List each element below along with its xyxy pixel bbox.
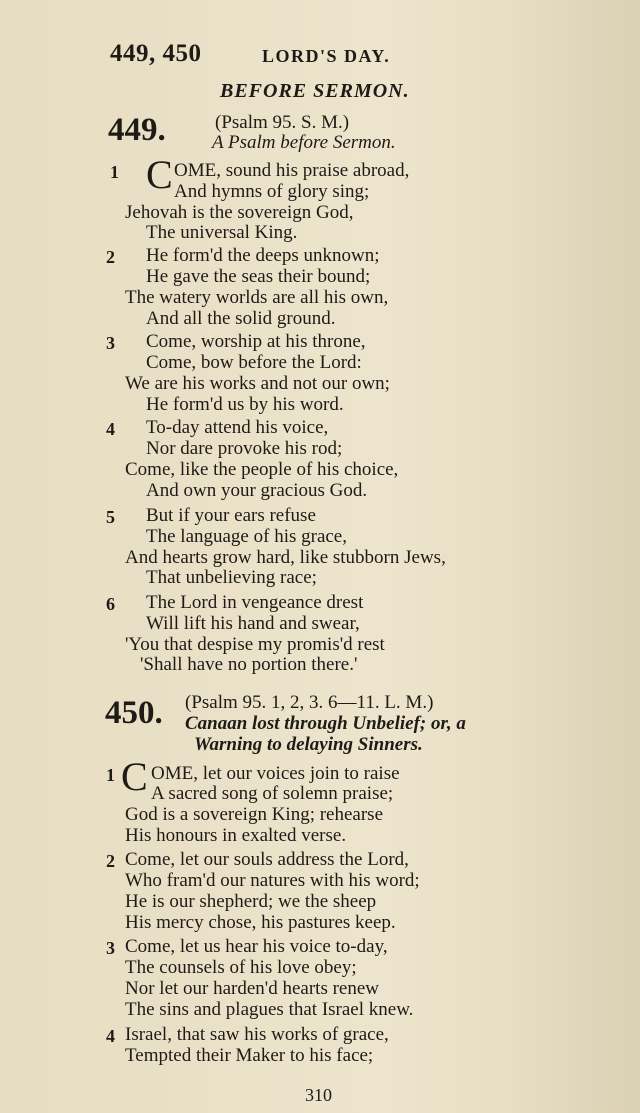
verse-line: But if your ears refuse [146,505,316,526]
stanza-number: 4 [106,1026,115,1046]
hymn-meta: (Psalm 95. 1, 2, 3. 6—11. L. M.) [185,692,434,713]
drop-cap: C [121,754,148,799]
verse-line: His mercy chose, his pastures keep. [125,912,396,933]
verse-line: OME, sound his praise abroad, [174,160,410,181]
verse-line: We are his works and not our own; [125,373,390,394]
stanza-number: 1 [106,765,115,785]
verse-line: Come, let us hear his voice to-day, [125,936,388,957]
verse-line: The Lord in vengeance drest [146,592,364,613]
header-title: LORD'S DAY. [262,46,391,66]
verse-line: Come, let our souls address the Lord, [125,849,409,870]
verse-line: And own your gracious God. [146,480,368,501]
stanza-number: 4 [106,419,115,439]
verse-line: The language of his grace, [146,526,347,547]
verse-line: Come, like the people of his choice, [125,459,399,480]
page-number: 310 [305,1085,332,1105]
header-hymn-numbers: 449, 450 [110,40,202,67]
verse-line: That unbelieving race; [146,567,317,588]
verse-line: Tempted their Maker to his face; [125,1045,374,1066]
verse-line: Nor let our harden'd hearts renew [125,978,380,999]
verse-line: God is a sovereign King; rehearse [125,804,384,825]
verse-line: 'You that despise my promis'd rest [125,634,385,655]
stanza-number: 5 [106,507,115,527]
verse-line: He form'd us by his word. [146,394,344,415]
hymn-meta: (Psalm 95. S. M.) [215,112,350,133]
hymn-subtitle: Warning to delaying Sinners. [194,734,423,755]
stanza-number: 1 [110,162,119,182]
verse-line: Nor dare provoke his rod; [146,438,343,459]
verse-line: The universal King. [146,222,298,243]
verse-line: He is our shepherd; we the sheep [125,891,377,912]
stanza-number: 2 [106,851,115,871]
verse-line: And hearts grow hard, like stubborn Jews, [125,547,446,568]
verse-line: Come, worship at his throne, [146,331,366,352]
stanza-number: 3 [106,333,115,353]
page-edge-shade [500,0,640,1113]
verse-line: He gave the seas their bound; [146,266,371,287]
stanza-number: 6 [106,594,115,614]
verse-line: And hymns of glory sing; [174,181,370,202]
drop-cap: C [146,152,173,197]
verse-line: Will lift his hand and swear, [146,613,360,634]
verse-line: The counsels of his love obey; [125,957,357,978]
verse-line: Come, bow before the Lord: [146,352,362,373]
stanza-number: 2 [106,247,115,267]
running-header [110,40,530,70]
hymn-subtitle: A Psalm before Sermon. [212,132,396,153]
hymn-number: 449. [108,112,166,148]
verse-line: Israel, that saw his works of grace, [125,1024,389,1045]
section-title: BEFORE SERMON. [220,80,410,102]
verse-line: 'Shall have no portion there.' [140,654,358,675]
verse-line: The watery worlds are all his own, [125,287,389,308]
verse-line: To-day attend his voice, [146,417,329,438]
hymn-subtitle: Canaan lost through Unbelief; or, a [185,713,466,734]
stanza-number: 3 [106,938,115,958]
verse-line: OME, let our voices join to raise [151,763,400,784]
verse-line: The sins and plagues that Israel knew. [125,999,414,1020]
verse-line: His honours in exalted verse. [125,825,347,846]
verse-line: And all the solid ground. [146,308,336,329]
verse-line: He form'd the deeps unknown; [146,245,380,266]
verse-line: Jehovah is the sovereign God, [125,202,354,223]
hymn-number: 450. [105,695,163,731]
verse-line: A sacred song of solemn praise; [151,783,394,804]
verse-line: Who fram'd our natures with his word; [125,870,420,891]
